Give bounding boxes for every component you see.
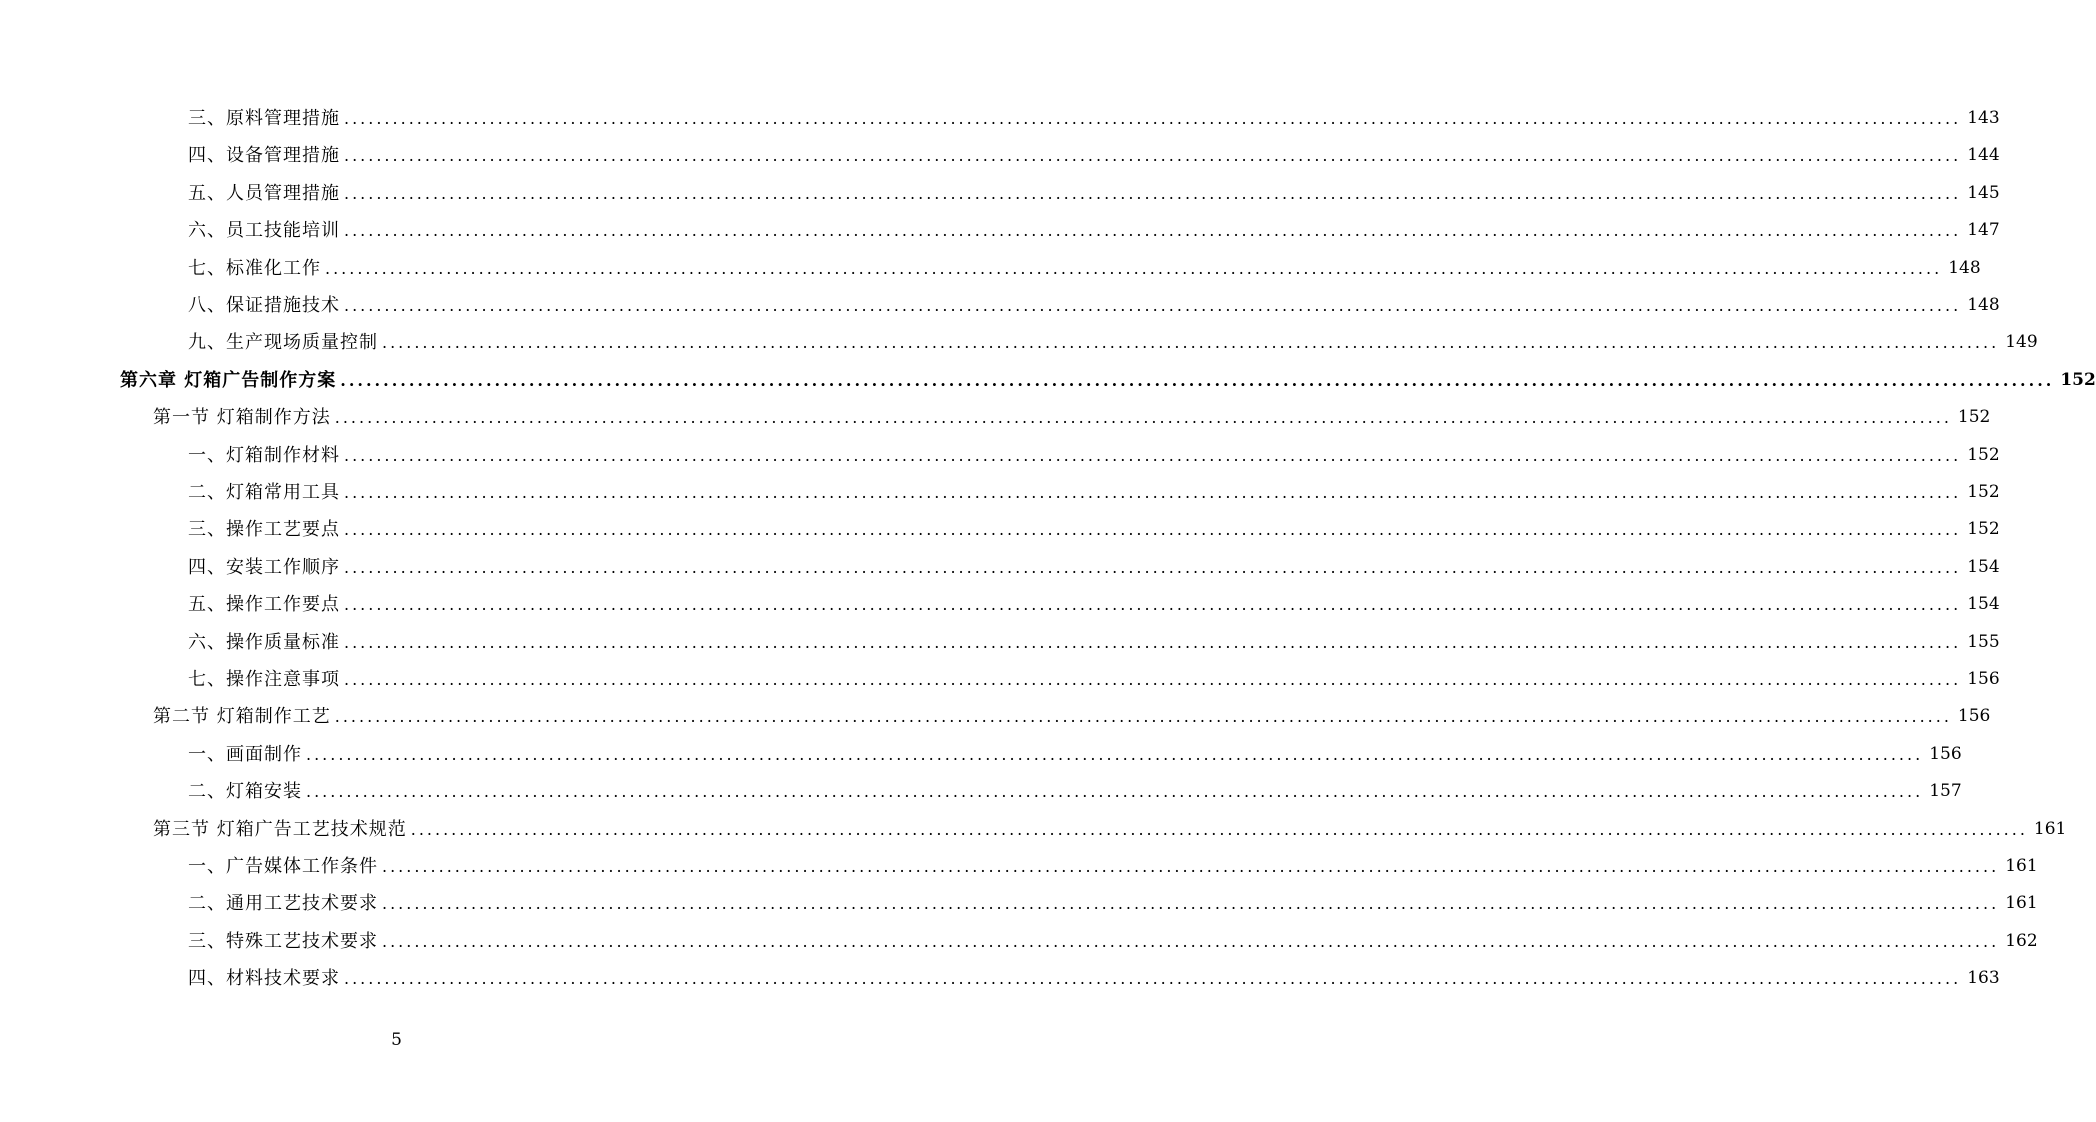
toc-entry-page: 154 (1967, 594, 2000, 615)
toc-dot-leader: ........................................................................................................................................................................................................ (340, 370, 2055, 390)
toc-entry[interactable] (153, 698, 1991, 735)
toc-entry-page: 152 (1957, 407, 1991, 428)
toc-entry[interactable] (188, 661, 2000, 698)
toc-entry-title: 七、标准化工作 (188, 257, 321, 279)
toc-entry-page: 144 (1967, 145, 2000, 166)
toc-entry[interactable] (188, 511, 2000, 548)
toc-dot-leader: ........................................................................................................................................................................................................ (344, 969, 1962, 989)
toc-entry[interactable] (188, 624, 2000, 661)
toc-entry[interactable] (188, 175, 2000, 212)
toc-entry-page: 145 (1967, 182, 2000, 203)
toc-entry[interactable] (188, 100, 2000, 137)
toc-entry-title: 四、安装工作顺序 (188, 556, 340, 578)
toc-entry[interactable] (188, 549, 2000, 586)
toc-dot-leader: ........................................................................................................................................................................................................ (344, 595, 1962, 615)
toc-entry-page: 148 (1967, 295, 2000, 315)
toc-dot-leader: ........................................................................................................................................................................................................ (344, 183, 1962, 203)
toc-dot-leader: ........................................................................................................................................................................................................ (334, 408, 1952, 428)
toc-entry-title: 二、通用工艺技术要求 (188, 893, 378, 915)
toc-dot-leader: ........................................................................................................................................................................................................ (344, 557, 1962, 577)
toc-entry[interactable] (188, 287, 2000, 324)
toc-dot-leader: ........................................................................................................................................................................................................ (306, 744, 1924, 764)
toc-dot-leader: ........................................................................................................................................................................................................ (344, 109, 1962, 128)
toc-dot-leader: ........................................................................................................................................................................................................ (344, 483, 1962, 502)
toc-dot-leader: ........................................................................................................................................................................................................ (325, 258, 1943, 278)
toc-entry-page: 161 (2005, 893, 2038, 914)
toc-entry[interactable] (188, 474, 2000, 511)
toc-dot-leader: ........................................................................................................................................................................................................ (382, 857, 2000, 876)
toc-entry-page: 154 (1967, 556, 2000, 577)
toc-dot-leader: ........................................................................................................................................................................................................ (306, 782, 1924, 802)
toc-entry-page: 157 (1929, 781, 1962, 802)
toc-entry-page: 147 (1967, 220, 2000, 241)
toc-dot-leader: ........................................................................................................................................................................................................ (344, 146, 1962, 166)
toc-entry-page: 143 (1967, 108, 2000, 128)
toc-dot-leader: ........................................................................................................................................................................................................ (344, 520, 1962, 540)
toc-entry[interactable] (188, 437, 2000, 474)
toc-entry[interactable] (188, 848, 2038, 885)
toc-entry-title: 四、材料技术要求 (188, 968, 340, 990)
toc-entry-title: 一、广告媒体工作条件 (188, 856, 378, 877)
toc-entry-page: 152 (1967, 519, 2000, 540)
toc-dot-leader: ........................................................................................................................................................................................................ (410, 819, 2028, 839)
toc-entry[interactable] (188, 960, 2000, 997)
toc-entry[interactable] (153, 811, 2067, 848)
toc-entry-page: 162 (2005, 930, 2038, 951)
toc-entry-title: 第二节 灯箱制作工艺 (153, 706, 331, 728)
toc-dot-leader: ........................................................................................................................................................................................................ (382, 333, 2000, 353)
toc-entry-page: 161 (2005, 856, 2038, 876)
toc-entry[interactable] (153, 399, 1991, 436)
toc-entry-page: 152 (1967, 482, 2000, 502)
toc-entry-page: 152 (2060, 369, 2096, 390)
toc-entry[interactable] (188, 923, 2038, 960)
toc-entry-title: 一、灯箱制作材料 (188, 444, 340, 466)
toc-entry[interactable] (188, 773, 1962, 810)
toc-entry-title: 第一节 灯箱制作方法 (153, 407, 331, 429)
toc-dot-leader: ........................................................................................................................................................................................................ (334, 707, 1952, 727)
toc-entry-title: 一、画面制作 (188, 743, 302, 765)
toc-entry-page: 156 (1967, 669, 2000, 689)
toc-entry-page: 148 (1948, 257, 1981, 278)
toc-dot-leader: ........................................................................................................................................................................................................ (382, 894, 2000, 914)
toc-entry[interactable] (188, 736, 1962, 773)
toc-entry-page: 156 (1957, 706, 1991, 727)
toc-entry-page: 156 (1929, 743, 1962, 764)
toc-dot-leader: ........................................................................................................................................................................................................ (344, 670, 1962, 689)
toc-entry-title: 第三节 灯箱广告工艺技术规范 (153, 818, 407, 840)
toc-entry-title: 二、灯箱安装 (188, 781, 302, 803)
toc-dot-leader: ........................................................................................................................................................................................................ (344, 296, 1962, 315)
toc-entry-page: 155 (1967, 631, 2000, 652)
toc-entry-title: 九、生产现场质量控制 (188, 332, 378, 354)
toc-entry[interactable] (188, 250, 1981, 287)
toc-entry[interactable] (120, 362, 2096, 399)
toc-entry-title: 三、操作工艺要点 (188, 519, 340, 541)
toc-entry-title: 四、设备管理措施 (188, 145, 340, 167)
toc-entry-page: 152 (1967, 444, 2000, 465)
toc-entry-title: 二、灯箱常用工具 (188, 482, 340, 503)
toc-entry-title: 七、操作注意事项 (188, 669, 340, 690)
toc-dot-leader: ........................................................................................................................................................................................................ (344, 445, 1962, 465)
toc-entry-title: 第六章 灯箱广告制作方案 (120, 369, 337, 391)
toc-entry[interactable] (188, 586, 2000, 623)
toc-entry-title: 三、特殊工艺技术要求 (188, 930, 378, 952)
toc-entry-title: 五、人员管理措施 (188, 182, 340, 204)
toc-entry-page: 163 (1967, 968, 2000, 989)
toc-entry[interactable] (188, 885, 2038, 922)
toc-entry[interactable] (188, 137, 2000, 174)
toc-entry-page: 161 (2033, 818, 2067, 839)
toc-entry-title: 八、保证措施技术 (188, 295, 340, 316)
toc-entry-title: 五、操作工作要点 (188, 594, 340, 616)
toc-entry-title: 六、操作质量标准 (188, 631, 340, 653)
toc-dot-leader: ........................................................................................................................................................................................................ (344, 632, 1962, 652)
toc-entry-title: 三、原料管理措施 (188, 108, 340, 129)
page-number: 5 (391, 1030, 402, 1050)
toc-entry[interactable] (188, 324, 2038, 361)
toc-entry[interactable] (188, 212, 2000, 249)
toc-dot-leader: ........................................................................................................................................................................................................ (382, 931, 2000, 951)
toc-dot-leader: ........................................................................................................................................................................................................ (344, 221, 1962, 241)
toc-entry-page: 149 (2005, 332, 2038, 353)
toc-entry-title: 六、员工技能培训 (188, 220, 340, 242)
